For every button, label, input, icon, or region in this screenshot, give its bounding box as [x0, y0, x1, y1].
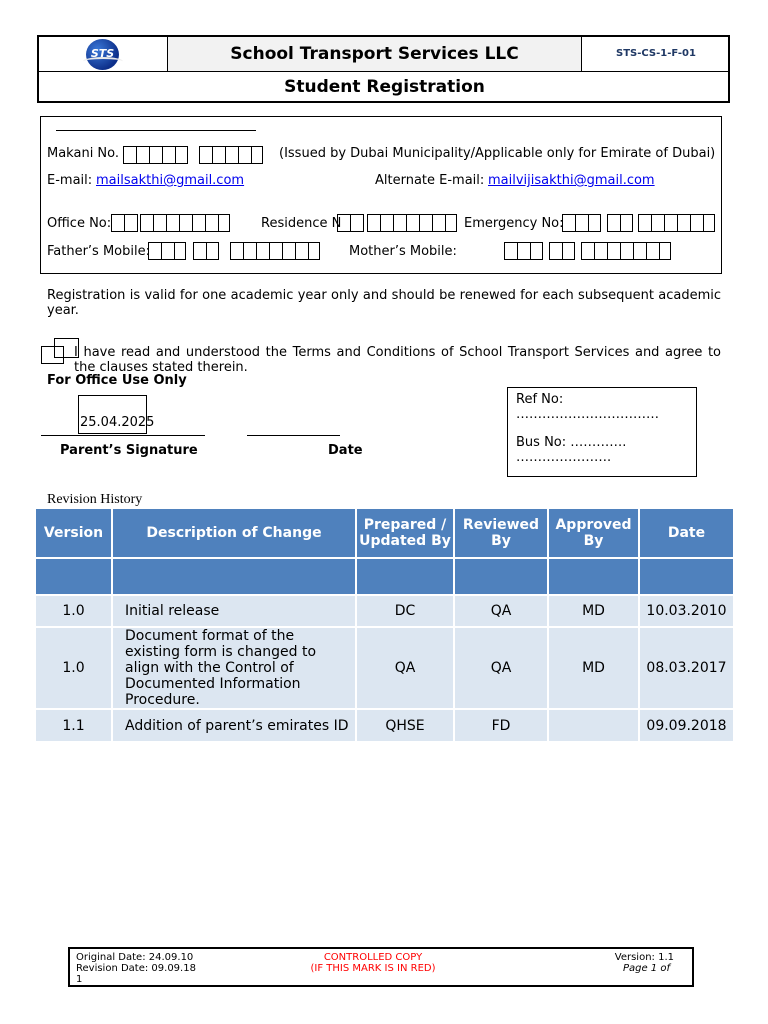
office-box-1[interactable] — [111, 214, 138, 232]
office-use-label: For Office Use Only — [47, 373, 187, 388]
header-version: Version — [35, 508, 112, 558]
document-header — [37, 35, 730, 103]
controlled-copy: CONTROLLED COPY — [323, 952, 423, 963]
terms-text: I have read and understood the Terms and Conditions of School Transport Services and agree to the clauses stated therein. — [74, 345, 721, 375]
cell-prepared: QA — [356, 627, 454, 709]
cell-reviewed: QA — [454, 595, 548, 627]
contact-info-box — [40, 116, 722, 274]
father-box-3[interactable] — [230, 242, 320, 260]
mother-mobile-label: Mother’s Mobile: — [349, 244, 457, 259]
blank-line — [56, 130, 256, 131]
form-title: Student Registration — [284, 77, 485, 97]
residence-box-1[interactable] — [337, 214, 364, 232]
logo-cell — [39, 37, 168, 72]
page-total: 1 — [76, 974, 83, 985]
table-row — [35, 627, 734, 709]
form-code: STS-CS-1-F-01 — [582, 37, 730, 72]
alt-email-link[interactable]: mailvijisakthi@gmail.com — [488, 173, 655, 188]
cell-prepared: QHSE — [356, 709, 454, 742]
ref-dots: …………………………… — [516, 407, 659, 422]
cell-approved: MD — [548, 595, 639, 627]
table-row — [35, 595, 734, 627]
cell-description: Addition of parent’s emirates ID — [112, 709, 356, 742]
email-link[interactable]: mailsakthi@gmail.com — [96, 173, 245, 188]
table-blank-row — [35, 558, 734, 595]
header-reviewed: Reviewed By — [454, 508, 548, 558]
original-date: Original Date: 24.09.10 — [76, 952, 194, 963]
header-approved: Approved By — [548, 508, 639, 558]
makani-box-2[interactable] — [199, 146, 263, 164]
header-description: Description of Change — [112, 508, 356, 558]
blank-cell — [356, 558, 454, 595]
controlled-note: (IF THIS MARK IS IN RED) — [310, 963, 436, 974]
company-name: School Transport Services LLC — [168, 37, 582, 72]
cell-reviewed: FD — [454, 709, 548, 742]
cell-description: Document format of the existing form is changed to align with the Control of Documented Information Procedure. — [112, 627, 356, 709]
bus-dots: …………………. — [516, 450, 612, 465]
cell-version: 1.0 — [35, 595, 112, 627]
date-line — [247, 435, 340, 436]
makani-note: (Issued by Dubai Municipality/Applicable only for Emirate of Dubai) — [279, 146, 716, 161]
revision-table — [34, 507, 735, 743]
residence-label: Residence N — [261, 216, 341, 231]
emergency-label: Emergency No: — [464, 216, 564, 231]
table-header-row — [35, 508, 734, 558]
revision-history-title: Revision History — [47, 492, 143, 507]
logo-text: STS — [90, 47, 115, 60]
cell-approved — [548, 709, 639, 742]
date-value: 25.04.2025 — [80, 415, 155, 430]
date-label: Date — [328, 443, 363, 458]
mother-box-3[interactable] — [581, 242, 671, 260]
cell-version: 1.0 — [35, 627, 112, 709]
signature-label: Parent’s Signature — [60, 443, 198, 458]
cell-date: 10.03.2010 — [639, 595, 734, 627]
header-date: Date — [639, 508, 734, 558]
office-ref-box — [507, 387, 697, 477]
revision-date: Revision Date: 09.09.18 — [76, 963, 196, 974]
father-box-1[interactable] — [148, 242, 186, 260]
signature-line — [41, 435, 205, 436]
cell-approved: MD — [548, 627, 639, 709]
mother-box-2[interactable] — [549, 242, 575, 260]
makani-box-1[interactable] — [123, 146, 188, 164]
cell-date: 08.03.2017 — [639, 627, 734, 709]
ref-label: Ref No: — [516, 392, 564, 407]
office-box-2[interactable] — [140, 214, 230, 232]
office-label: Office No: — [47, 216, 112, 231]
table-row — [35, 709, 734, 742]
cell-description: Initial release — [112, 595, 356, 627]
mother-box-1[interactable] — [504, 242, 543, 260]
cell-prepared: DC — [356, 595, 454, 627]
validity-note: Registration is valid for one academic year only and should be renewed for each subsequent academic year. — [47, 288, 721, 318]
email-label: E-mail: — [47, 173, 93, 188]
father-box-2[interactable] — [193, 242, 219, 260]
document-footer — [68, 947, 694, 987]
blank-cell — [454, 558, 548, 595]
cell-reviewed: QA — [454, 627, 548, 709]
header-prepared: Prepared / Updated By — [356, 508, 454, 558]
bus-label: Bus No: …………. — [516, 435, 627, 450]
blank-cell — [639, 558, 734, 595]
blank-cell — [548, 558, 639, 595]
blank-cell — [112, 558, 356, 595]
blank-cell — [35, 558, 112, 595]
alt-email-label: Alternate E-mail: — [375, 173, 485, 188]
father-mobile-label: Father’s Mobile: — [47, 244, 150, 259]
makani-label: Makani No. — [47, 146, 120, 161]
version: Version: 1.1 — [614, 952, 674, 963]
page-number: Page 1 of — [622, 963, 670, 974]
cell-version: 1.1 — [35, 709, 112, 742]
emergency-box-2[interactable] — [607, 214, 633, 232]
cell-date: 09.09.2018 — [639, 709, 734, 742]
residence-box-2[interactable] — [367, 214, 457, 232]
emergency-box-3[interactable] — [638, 214, 715, 232]
emergency-box-1[interactable] — [562, 214, 601, 232]
